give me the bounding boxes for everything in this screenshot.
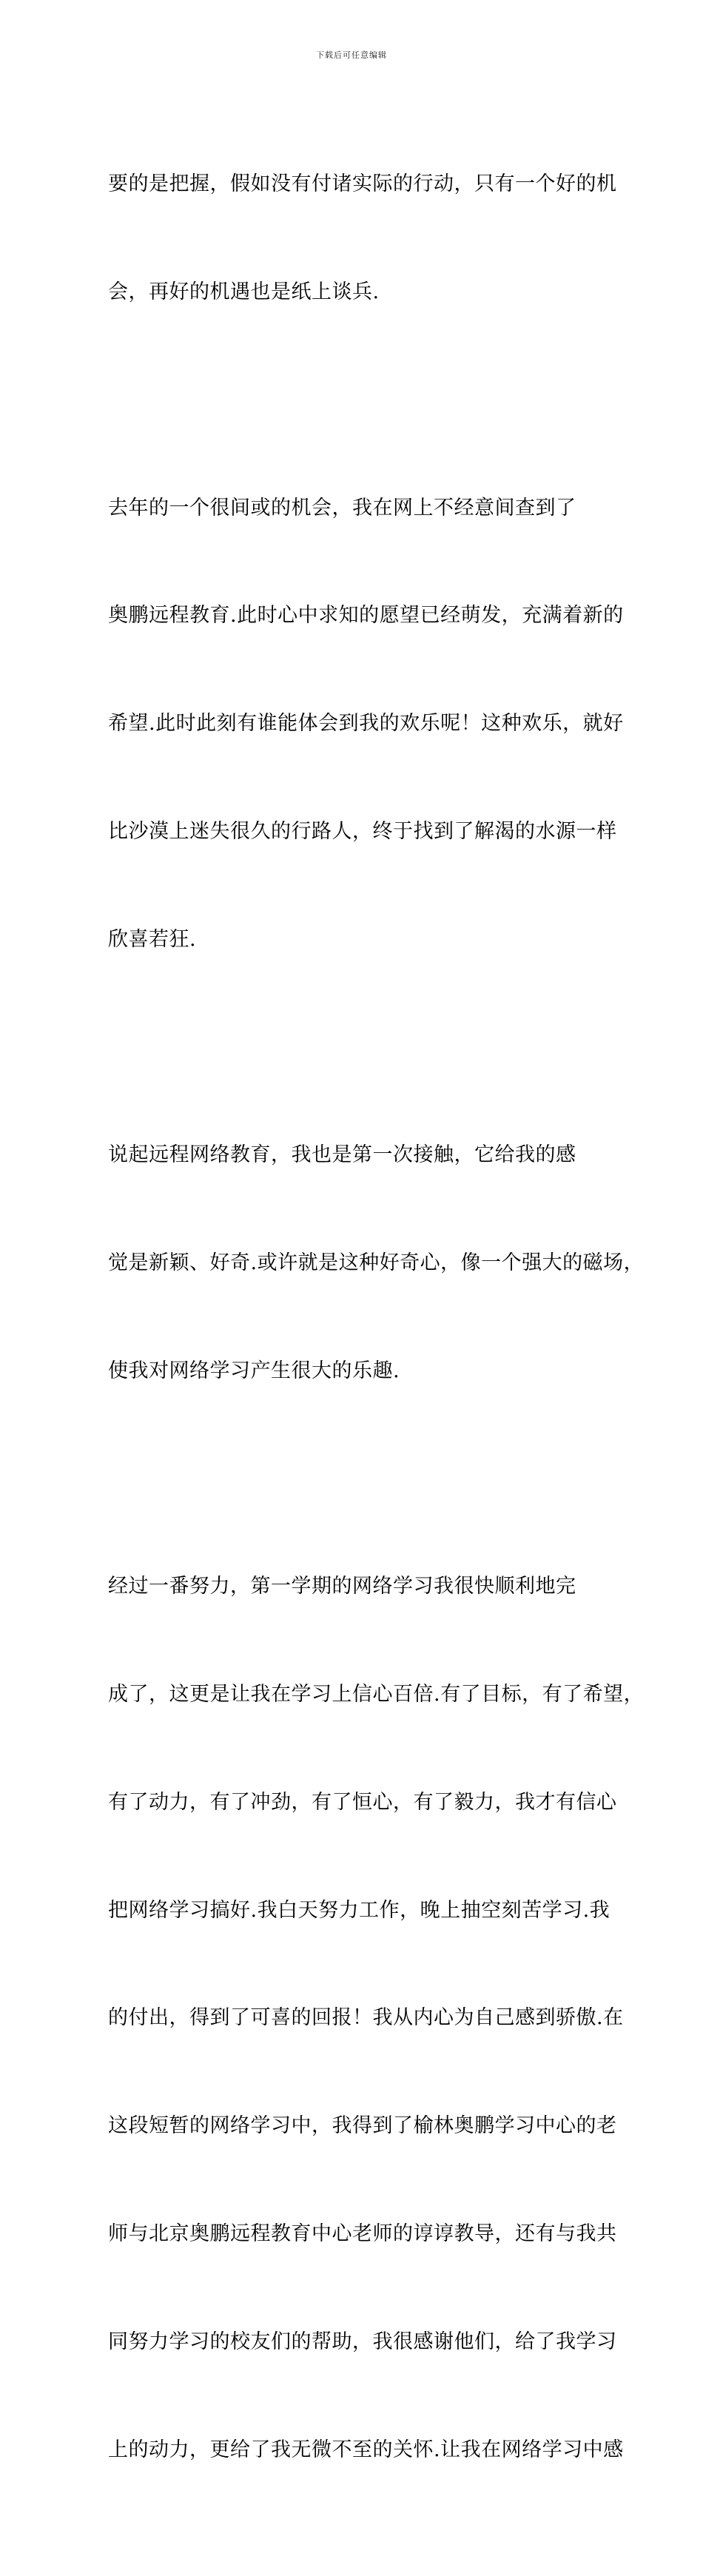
paragraph-3 — [108, 1066, 645, 1462]
paragraph-4 — [108, 1497, 645, 2540]
text-line: 比沙漠上迷失很久的行路人，终于找到了解渴的水源一样 — [108, 819, 617, 843]
text-line: 经过一番努力，第一学期的网络学习我很快顺利地完 — [108, 1575, 576, 1598]
text-line: 师与北京奥鹏远程教育中心老师的谆谆教导，还有与我共 — [108, 2222, 617, 2246]
text-line: 希望.此时此刻有谁能体会到我的欢乐呢！这种欢乐，就好 — [108, 712, 624, 736]
paragraph-2 — [108, 418, 624, 1029]
text-line: 使我对网络学习产生很大的乐趣. — [108, 1359, 400, 1382]
document-body — [108, 95, 645, 2576]
text-line: 要的是把握，假如没有付诸实际的行动，只有一个好的机 — [108, 172, 617, 196]
text-line: 这段短暂的网络学习中，我得到了榆林奥鹏学习中心的老 — [108, 2114, 617, 2138]
text-line: 的付出，得到了可喜的回报！我从内心为自己感到骄傲.在 — [108, 2006, 624, 2030]
text-line: 成了，这更是让我在学习上信心百倍.有了目标，有了希望， — [108, 1683, 645, 1706]
text-line: 上的动力，更给了我无微不至的关怀.让我在网络学习中感 — [108, 2438, 624, 2461]
text-line: 把网络学习搞好.我白天努力工作，晚上抽空刻苦学习.我 — [108, 1898, 610, 1922]
text-line: 欣喜若狂. — [108, 927, 197, 951]
page-header: 下载后可任意编辑 — [316, 50, 387, 60]
text-line: 同努力学习的校友们的帮助，我很感谢他们，给了我学习 — [108, 2330, 617, 2353]
text-line: 去年的一个很间或的机会，我在网上不经意间查到了 — [108, 496, 576, 519]
text-line: 觉是新颖、好奇.或许就是这种好奇心，像一个强大的磁场， — [108, 1251, 645, 1274]
text-line: 有了动力，有了冲劲，有了恒心，有了毅力，我才有信心 — [108, 1790, 617, 1814]
text-line: 奥鹏远程教育.此时心中求知的愿望已经萌发，充满着新的 — [108, 604, 624, 628]
text-line: 会，再好的机遇也是纸上谈兵. — [108, 280, 380, 303]
text-line: 说起远程网络教育，我也是第一次接触，它给我的感 — [108, 1143, 576, 1167]
paragraph-1 — [108, 95, 617, 383]
